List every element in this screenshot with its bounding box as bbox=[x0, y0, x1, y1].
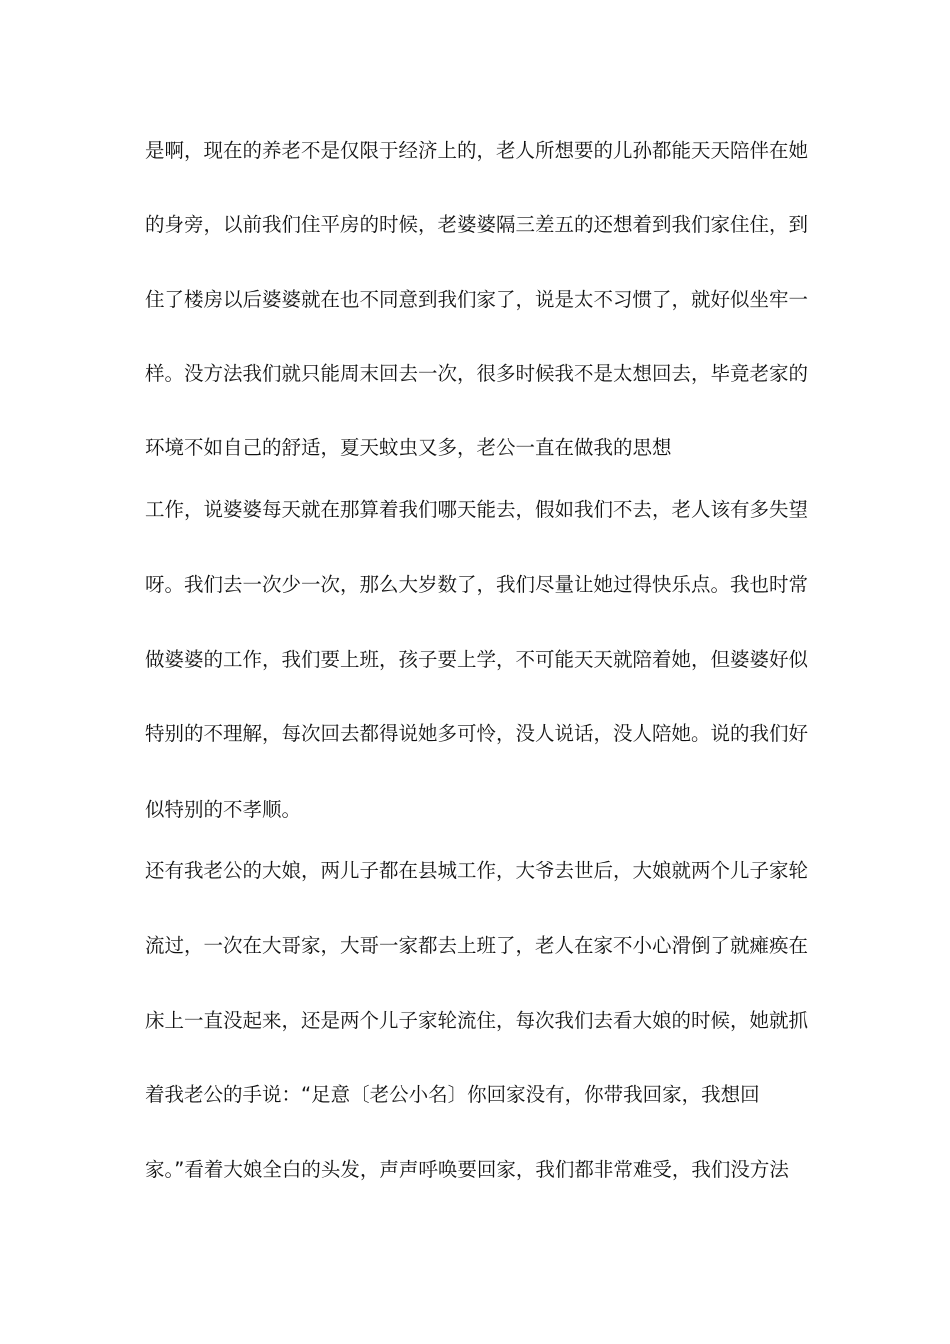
text-line: 做婆婆的工作，我们要上班，孩子要上学，不可能天天就陪着她，但婆婆好似 bbox=[145, 648, 809, 671]
text-line: 的身旁，以前我们住平房的时候，老婆婆隔三差五的还想着到我们家住住，到 bbox=[145, 213, 809, 236]
text-line: 是啊，现在的养老不是仅限于经济上的，老人所想要的儿孙都能天天陪伴在她 bbox=[145, 139, 809, 162]
text-line: 似特别的不孝顺。 bbox=[145, 798, 302, 821]
text-line: 住了楼房以后婆婆就在也不同意到我们家了，说是太不习惯了，就好似坐牢一 bbox=[145, 288, 809, 311]
text-line: 样。没方法我们就只能周末回去一次，很多时候我不是太想回去，毕竟老家的 bbox=[145, 362, 809, 385]
text-line: 家。”看着大娘全白的头发，声声呼唤要回家，我们都非常难受，我们没方法 bbox=[145, 1158, 789, 1181]
text-line: 特别的不理解，每次回去都得说她多可怜，没人说话，没人陪她。说的我们好 bbox=[145, 722, 809, 745]
text-line: 工作，说婆婆每天就在那算着我们哪天能去，假如我们不去，老人该有多失望 bbox=[145, 498, 809, 521]
text-line: 床上一直没起来，还是两个儿子家轮流住，每次我们去看大娘的时候，她就抓 bbox=[145, 1009, 809, 1032]
text-line: 流过，一次在大哥家，大哥一家都去上班了，老人在家不小心滑倒了就瘫痪在 bbox=[145, 934, 809, 957]
text-line: 还有我老公的大娘，两儿子都在县城工作，大爷去世后，大娘就两个儿子家轮 bbox=[145, 859, 809, 882]
text-line: 环境不如自己的舒适，夏天蚊虫又多，老公一直在做我的思想 bbox=[145, 436, 672, 459]
text-line: 着我老公的手说：“足意〔老公小名〕你回家没有，你带我回家，我想回 bbox=[145, 1083, 760, 1106]
text-line: 呀。我们去一次少一次，那么大岁数了，我们尽量让她过得快乐点。我也时常 bbox=[145, 573, 809, 596]
